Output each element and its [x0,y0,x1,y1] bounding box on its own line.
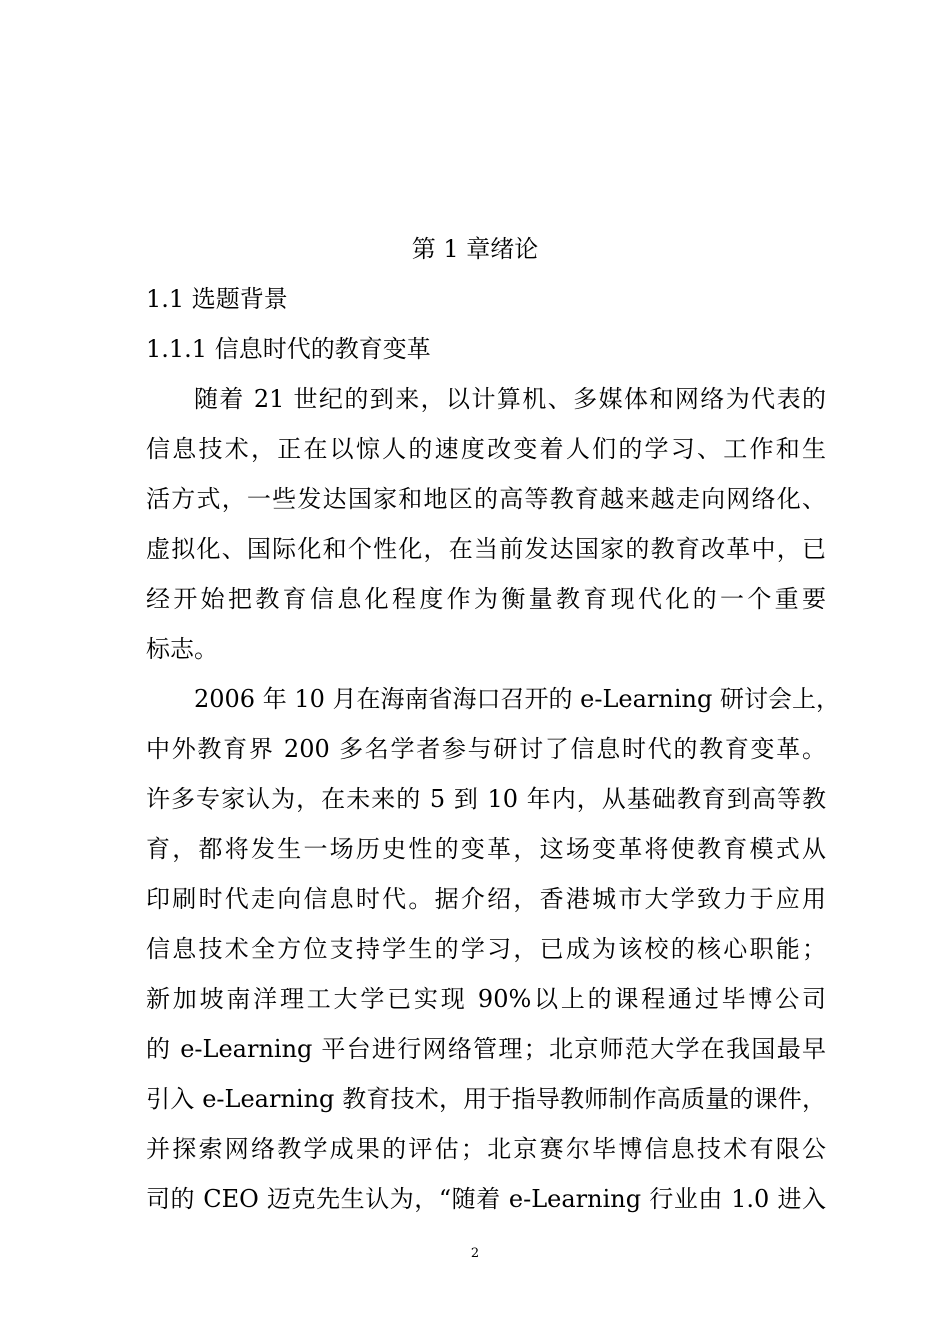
paragraph-line: 信息技术，正在以惊人的速度改变着人们的学习、工作和生 [146,435,826,463]
paragraph-line: 许多专家认为，在未来的 5 到 10 年内，从基础教育到高等教 [146,785,826,813]
paragraph-line: 司的 CEO 迈克先生认为，“随着 e-Learning 行业由 1.0 进入 [146,1185,826,1213]
subsection-heading: 1.1.1 信息时代的教育变革 [146,335,431,363]
paragraph-line: 虚拟化、国际化和个性化，在当前发达国家的教育改革中，已 [146,535,826,563]
chapter-title: 第 1 章绪论 [411,235,539,263]
paragraph-line: 2006 年 10 月在海南省海口召开的 e-Learning 研讨会上， [194,685,840,713]
paragraph-line: 新加坡南洋理工大学已实现 90%以上的课程通过毕博公司 [146,985,826,1013]
paragraph-line: 的 e-Learning 平台进行网络管理；北京师范大学在我国最早 [146,1035,826,1063]
paragraph-line: 印刷时代走向信息时代。据介绍，香港城市大学致力于应用 [146,885,826,913]
paragraph-line: 活方式，一些发达国家和地区的高等教育越来越走向网络化、 [146,485,826,513]
paragraph-line: 信息技术全方位支持学生的学习，已成为该校的核心职能； [146,935,826,963]
section-heading: 1.1 选题背景 [146,285,288,313]
paragraph-line: 标志。 [146,635,218,663]
paragraph-line: 中外教育界 200 多名学者参与研讨了信息时代的教育变革。 [146,735,826,763]
paragraph-line: 并探索网络教学成果的评估；北京赛尔毕博信息技术有限公 [146,1135,826,1163]
page-number: 2 [470,1246,480,1261]
paragraph-line: 随着 21 世纪的到来，以计算机、多媒体和网络为代表的 [194,385,826,413]
paragraph-line: 经开始把教育信息化程度作为衡量教育现代化的一个重要 [146,585,826,613]
paragraph-line: 引入 e-Learning 教育技术，用于指导教师制作高质量的课件， [146,1085,826,1113]
paragraph-line: 育，都将发生一场历史性的变革，这场变革将使教育模式从 [146,835,826,863]
